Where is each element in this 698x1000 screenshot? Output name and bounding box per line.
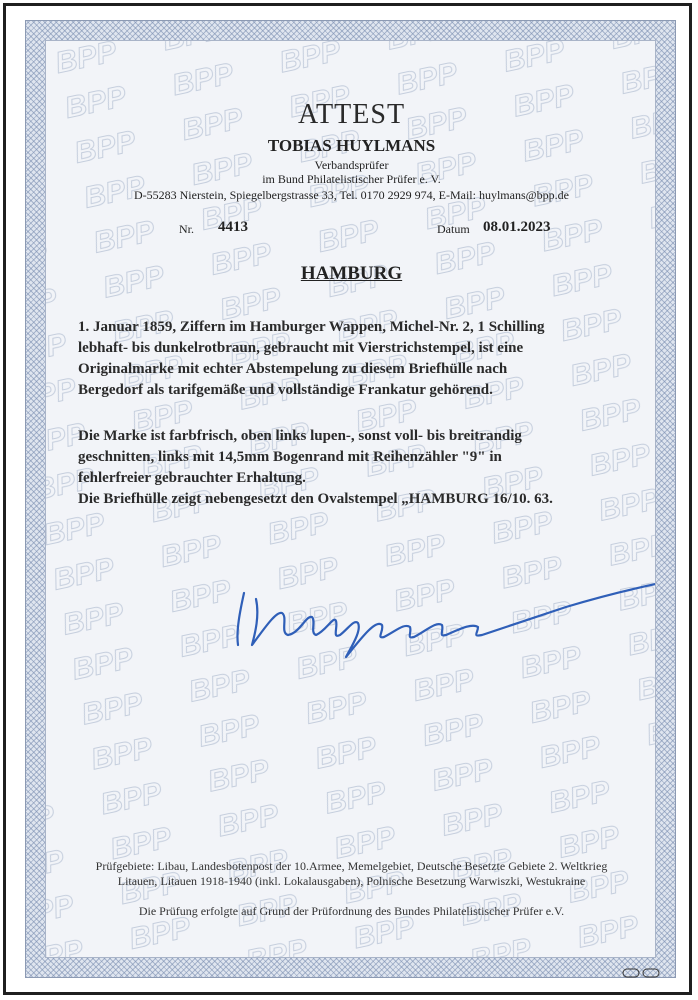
paragraph-line: 1. Januar 1859, Ziffern im Hamburger Wappen, Michel-Nr. 2, 1 Schilling — [78, 319, 545, 335]
paragraph-line: lebhaft- bis dunkelrotbraun, gebraucht mit Vierstrichstempel, ist eine — [78, 340, 524, 356]
examination-areas-line: Prüfgebiete: Libau, Landesbotenpost der 10.Armee, Memelgebiet, Deutsche Besetzte Gebiete 2. Weltkrieg — [95, 859, 608, 873]
paragraph-line: Die Briefhülle zeigt nebengesetzt den Ovalstempel „HAMBURG 16/10. 63. — [78, 491, 553, 507]
paragraph-line: fehlerfreier gebrauchter Erhaltung. — [78, 470, 306, 486]
examiner-organization: im Bund Philatelistischer Prüfer e. V. — [262, 172, 441, 186]
paragraph-line: Bergedorf als tarifgemäße und vollständige Frankatur gehörend. — [78, 382, 493, 398]
date-label: Datum — [437, 222, 470, 236]
examiner-name: TOBIAS HUYLMANS — [267, 136, 436, 155]
certificate-sheet — [45, 40, 656, 958]
nr-label: Nr. — [179, 222, 194, 236]
examiner-signature — [216, 541, 656, 661]
footer-note: Die Prüfung erfolgte auf Grund der Prüfordnung des Bundes Philatelistischer Prüfer e.V. — [138, 904, 565, 918]
examination-areas — [46, 859, 656, 889]
paragraph-line: Die Marke ist farbfrisch, oben links lupen-, sonst voll- bis breitrandig — [78, 428, 522, 444]
condition-paragraph — [78, 426, 638, 510]
examiner-role: Verbandsprüfer — [314, 158, 389, 172]
examination-areas-line: Litauen, Litauen 1918-1940 (inkl. Lokalausgaben), Polnische Besetzung Warwiszki, Westukraine — [117, 874, 586, 888]
certificate-title: ATTEST — [297, 99, 406, 130]
paragraph-line: Originalmarke mit echter Abstempelung zu diesem Briefhülle nach — [78, 361, 508, 377]
certificate-date: 08.01.2023 — [483, 219, 551, 235]
examiner-address: D-55283 Nierstein, Spiegelbergstrasse 33, Tel. 0170 2929 974, E-Mail: huylmans@bpp.de — [133, 188, 570, 202]
certificate-number: 4413 — [218, 219, 248, 235]
paragraph-line: geschnitten, links mit 14,5mm Bogenrand mit Reihenzähler "9" in — [78, 449, 502, 465]
description-paragraph — [78, 317, 638, 401]
bpp-logo-icon — [622, 968, 662, 978]
stamp-heading: HAMBURG — [300, 263, 403, 284]
